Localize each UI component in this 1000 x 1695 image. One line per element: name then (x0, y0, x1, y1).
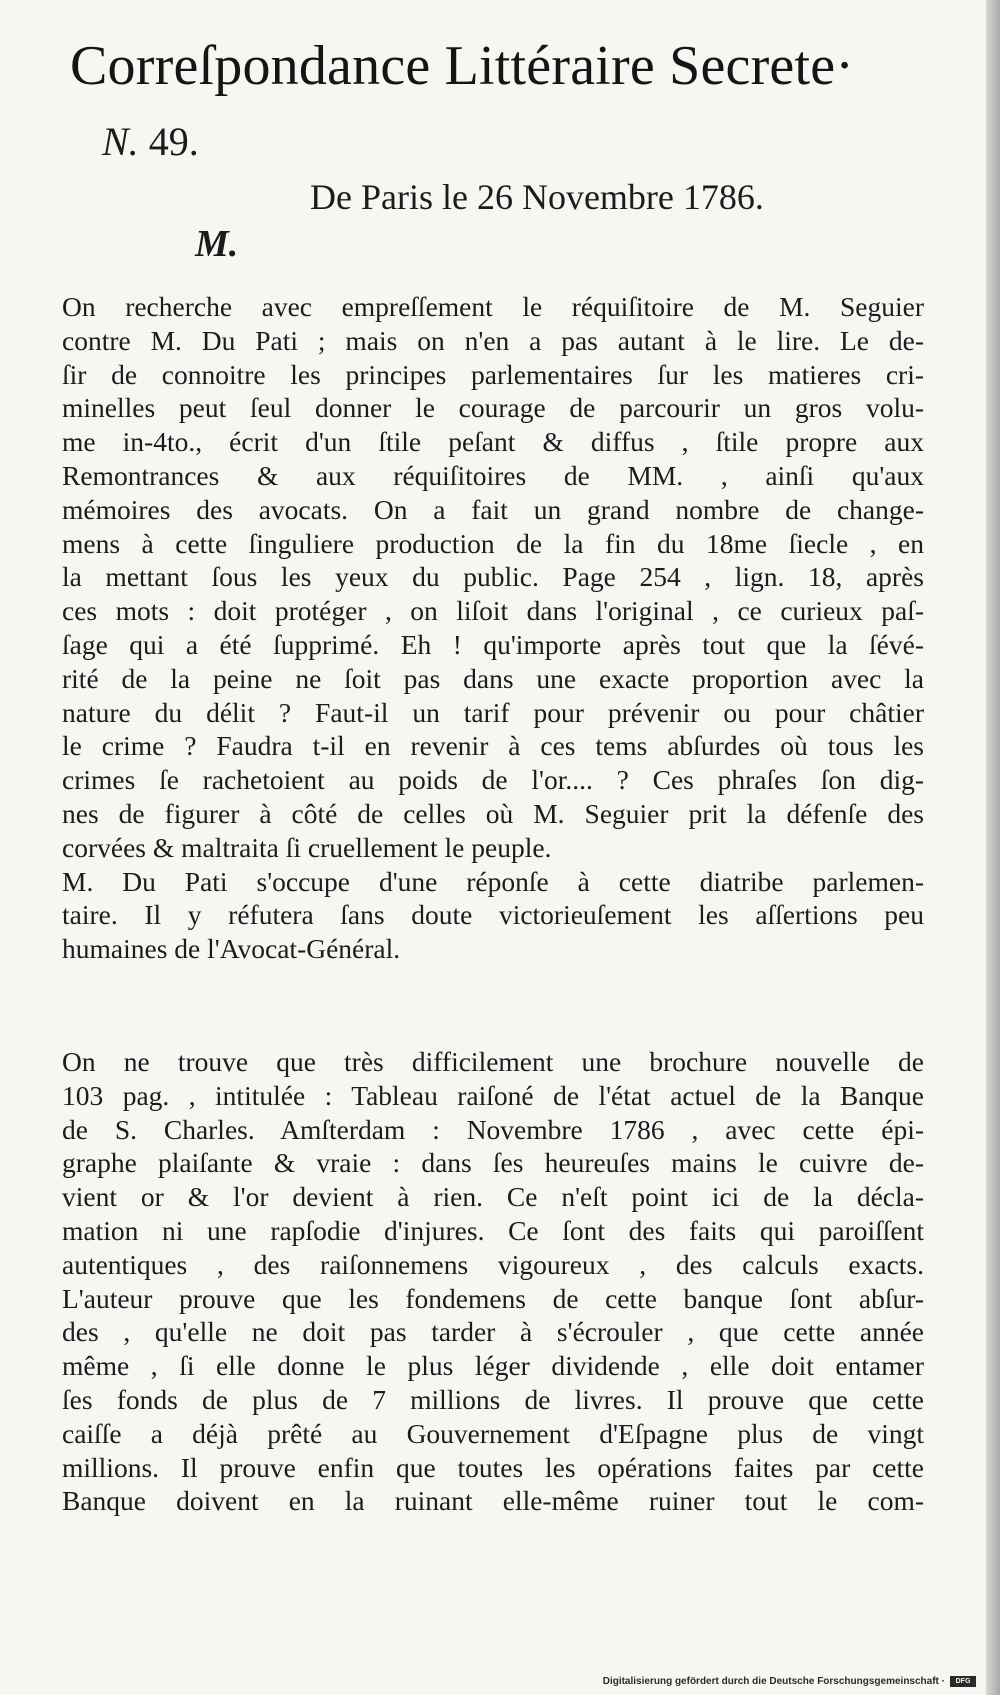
text-line: corvées & maltraita ſi cruellement le peuple. (62, 831, 552, 863)
text-line: On ne trouve que très difficilement une brochure nouvelle de (62, 1046, 924, 1077)
text-line: On recherche avec empreſſement le réquiſitoire de M. Seguier (62, 291, 924, 322)
text-line: mémoires des avocats. On a fait un grand nombre de change- (62, 493, 924, 525)
issue-number (102, 118, 199, 165)
text-line: ces mots : doit protéger , on liſoit dans l'original , ce curieux paſ- (62, 595, 924, 627)
text-line: 103 pag. , intitulée : Tableau raiſoné de l'état actuel de la Banque (62, 1079, 924, 1111)
text-line: vient or & l'or devient à rien. Ce n'eſt point ici de la décla- (62, 1181, 924, 1213)
article-banque (62, 1045, 924, 1518)
text-line: des , qu'elle ne doit pas tarder à s'écrouler , que cette année (62, 1316, 924, 1348)
text-line: même , ſi elle donne le plus léger dividende , elle doit entamer (62, 1350, 924, 1382)
credit-text: Digitalisierung gefördert durch die Deutsche Forschungsgemeinschaft · (602, 1676, 945, 1687)
text-line: L'auteur prouve que les fondemens de cette banque ſont abſur- (62, 1282, 924, 1314)
text-line: minelles peut ſeul donner le courage de parcourir un gros volu- (62, 392, 924, 424)
scan-edge (986, 0, 1000, 1695)
text-line: millions. Il prouve enfin que toutes les opérations faites par cette (62, 1451, 924, 1483)
journal-title: Correſpondance Littéraire Secrete· (70, 35, 855, 97)
text-line: la mettant ſous les yeux du public. Page 254 , lign. 18, après (62, 561, 924, 593)
text-line: de S. Charles. Amſterdam : Novembre 1786 , avec cette épi- (62, 1113, 924, 1145)
text-line: me in-4to., écrit d'un ſtile peſant & diffus , ſtile propre aux (62, 426, 924, 458)
text-line: mation ni une rapſodie d'injures. Ce ſont des faits qui paroiſſent (62, 1214, 924, 1246)
text-line: nature du délit ? Faut-il un tarif pour prévenir ou pour châtier (62, 696, 924, 728)
issue-value: 49. (148, 119, 199, 164)
text-line: humaines de l'Avocat-Général. (62, 933, 401, 965)
text-line: M. Du Pati s'occupe d'une réponſe à cette diatribe parlemen- (62, 865, 924, 897)
issue-prefix: N. (102, 119, 139, 164)
text-line: crimes ſe rachetoient au poids de l'or.... ? Ces phraſes ſon dig- (62, 764, 924, 796)
text-line: caiſſe a déjà prêté au Gouvernement d'Eſpagne plus de vingt (62, 1417, 924, 1449)
text-line: graphe plaiſante & vraie : dans ſes heureuſes mains le cuivre de- (62, 1147, 924, 1179)
text-line: taire. Il y réfutera ſans doute victorieuſement les aſſertions peu (62, 899, 924, 931)
text-line: nes de figurer à côté de celles où M. Seguier prit la défenſe des (62, 797, 924, 829)
text-line: autentiques , des raiſonnemens vigoureux , des calculs exacts. (62, 1248, 924, 1280)
salutation: M. (195, 223, 239, 265)
text-line: ſir de connoitre les principes parlementaires ſur les matieres cri- (62, 358, 924, 390)
text-line: Remontrances & aux réquiſitoires de MM. , ainſi qu'aux (62, 459, 924, 491)
dateline: De Paris le 26 Novembre 1786. (310, 177, 764, 217)
text-line: Banque doivent en la ruinant elle-même ruiner tout le com- (62, 1485, 924, 1517)
text-line: rité de la peine ne ſoit pas dans une exacte proportion avec la (62, 662, 924, 694)
digitization-credit (603, 1676, 976, 1687)
text-line: le crime ? Faudra t-il en revenir à ces tems abſurdes où tous les (62, 730, 924, 762)
article-seguier (62, 290, 924, 966)
text-line: ſage qui a été ſupprimé. Eh ! qu'importe après tout que la ſévé- (62, 628, 924, 660)
text-line: mens à cette ſinguliere production de la fin du 18me ſiecle , en (62, 527, 924, 559)
text-line: contre M. Du Pati ; mais on n'en a pas autant à le lire. Le de- (62, 324, 924, 356)
dfg-logo: DFG (950, 1676, 976, 1687)
text-line: ſes fonds de plus de 7 millions de livres. Il prouve que cette (62, 1383, 924, 1415)
